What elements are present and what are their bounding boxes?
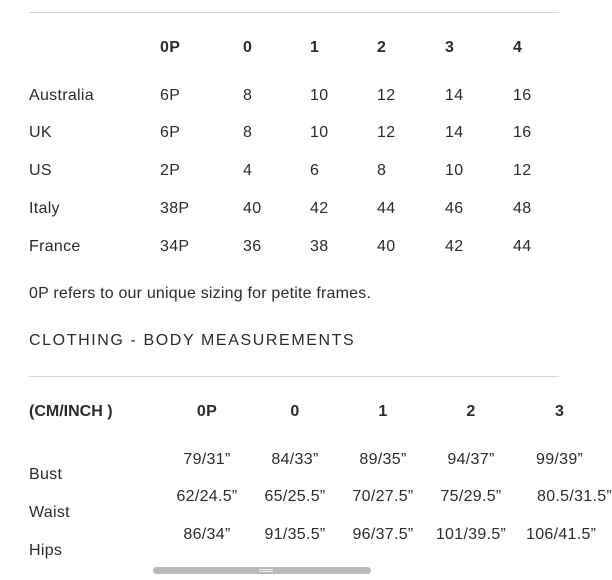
section-title: CLOTHING - BODY MEASUREMENTS (29, 332, 356, 349)
table-cell: 6P (160, 87, 181, 104)
size-header-0p: 0P (160, 39, 181, 56)
table-cell: 8 (243, 87, 253, 104)
table-cell: 101/39.5” (435, 526, 507, 543)
table-cell: 12 (377, 87, 396, 104)
horizontal-scrollbar[interactable] (153, 567, 371, 574)
table-cell: 65/25.5” (264, 488, 326, 505)
table-cell: 10 (310, 124, 329, 141)
table-cell: 14 (445, 124, 464, 141)
table-cell: 48 (513, 200, 532, 217)
row-label-waist: Waist (29, 504, 70, 521)
size-header-3: 3 (445, 39, 455, 56)
table-cell: 14 (445, 87, 464, 104)
table-cell: 8 (377, 162, 387, 179)
table-cell: 70/27.5” (352, 488, 414, 505)
table-cell: 46 (445, 200, 464, 217)
unit-header: (CM/INCH ) (29, 403, 113, 420)
table-cell: 6 (310, 162, 320, 179)
table-cell: 84/33” (271, 451, 319, 468)
table-cell: 79/31” (183, 451, 231, 468)
table-cell: 40 (377, 238, 396, 255)
table-cell: 12 (377, 124, 396, 141)
size-header-4: 4 (513, 39, 523, 56)
table-cell: 34P (160, 238, 190, 255)
table-cell: 38 (310, 238, 329, 255)
row-label-australia: Australia (29, 87, 94, 104)
table-cell: 16 (513, 124, 532, 141)
measure-header-0: 0 (290, 403, 300, 420)
table-cell: 96/37.5” (352, 526, 414, 543)
table-cell: 80.5/31.5” (537, 488, 612, 505)
size-header-0: 0 (243, 39, 253, 56)
scrollbar-grip-icon (259, 569, 273, 572)
table-cell: 89/35” (359, 451, 407, 468)
table-cell: 106/41.5” (526, 526, 597, 543)
petite-sizing-note: 0P refers to our unique sizing for petite frames. (29, 285, 372, 302)
table-cell: 42 (310, 200, 329, 217)
table-cell: 44 (513, 238, 532, 255)
table-cell: 94/37” (447, 451, 495, 468)
measure-header-2: 2 (466, 403, 476, 420)
size-header-2: 2 (377, 39, 387, 56)
row-label-uk: UK (29, 124, 52, 141)
row-label-bust: Bust (29, 466, 63, 483)
table-cell: 40 (243, 200, 262, 217)
table-cell: 62/24.5” (176, 488, 238, 505)
size-header-1: 1 (310, 39, 320, 56)
row-label-italy: Italy (29, 200, 60, 217)
table-cell: 12 (513, 162, 532, 179)
table-cell: 86/34” (183, 526, 231, 543)
row-label-hips: Hips (29, 542, 63, 559)
table-cell: 4 (243, 162, 253, 179)
table-cell: 36 (243, 238, 262, 255)
table-cell: 6P (160, 124, 181, 141)
table-cell: 99/39” (536, 451, 584, 468)
table-cell: 91/35.5” (264, 526, 326, 543)
table-cell: 10 (445, 162, 464, 179)
table-cell: 2P (160, 162, 181, 179)
table-cell: 42 (445, 238, 464, 255)
row-label-us: US (29, 162, 52, 179)
table-cell: 10 (310, 87, 329, 104)
table-cell: 75/29.5” (440, 488, 502, 505)
table-cell: 8 (243, 124, 253, 141)
measure-header-0p: 0P (196, 403, 218, 420)
table-cell: 16 (513, 87, 532, 104)
measure-header-1: 1 (378, 403, 388, 420)
table-cell: 44 (377, 200, 396, 217)
measure-header-3: 3 (555, 403, 565, 420)
row-label-france: France (29, 238, 81, 255)
table-cell: 38P (160, 200, 190, 217)
